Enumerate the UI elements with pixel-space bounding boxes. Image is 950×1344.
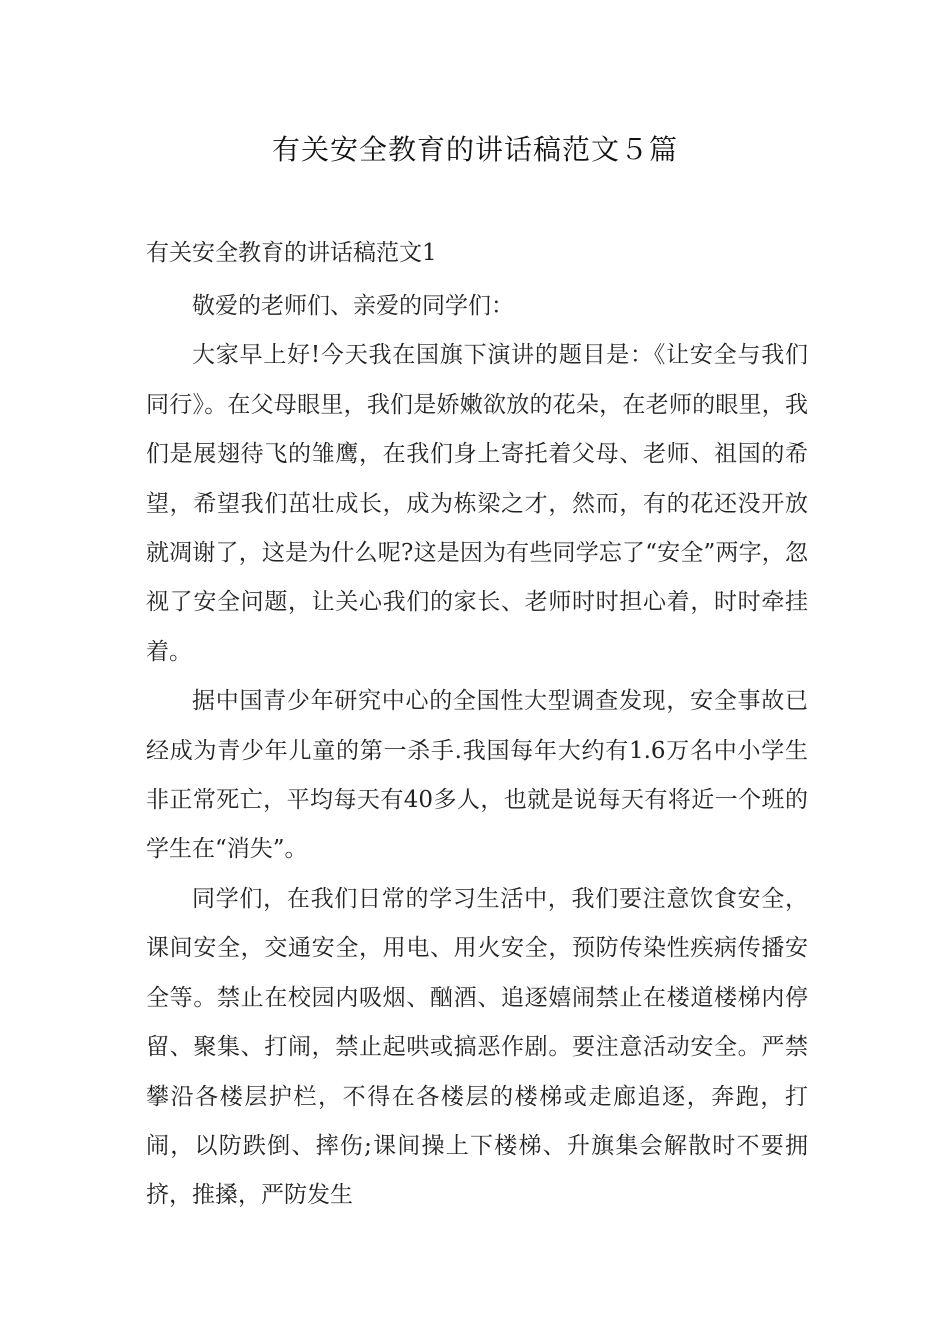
body-paragraph: 大家早上好!今天我在国旗下演讲的题目是：《让安全与我们同行》。在父母眼里，我们是娇嫩欲放的花朵，在老师的眼里，我们是展翅待飞的雏鹰，在我们身上寄托着父母、老师、祖国的希望，希望我们茁壮成长，成为栋梁之才，然而，有的花还没开放就凋谢了，这是为什么呢?这是因为有些同学忘了“安全”两字，忽视了安全问题，让关心我们的家长、老师时时担心着，时时牵挂着。 bbox=[146, 342, 808, 665]
salutation-paragraph: 敬爱的老师们、亲爱的同学们： bbox=[192, 293, 514, 319]
document-body bbox=[146, 231, 808, 1221]
body-paragraph: 同学们，在我们日常的学习生活中，我们要注意饮食安全，课间安全，交通安全，用电、用火安全，预防传染性疾病传播安全等。禁止在校园内吸烟、酗酒、追逐嬉闹禁止在楼道楼梯内停留、聚集、打闹，禁止起哄或搞恶作剧。要注意活动安全。严禁攀沿各楼层护栏，不得在各楼层的楼梯或走廊追逐，奔跑，打闹，以防跌倒、摔伤;课间操上下楼梯、升旗集会解散时不要拥挤，推搡，严防发生 bbox=[146, 885, 808, 1209]
body-paragraph: 据中国青少年研究中心的全国性大型调查发现，安全事故已经成为青少年儿童的第一杀手.我国每年大约有1.6万名中小学生非正常死亡，平均每天有40多人，也就是说每天有将近一个班的学生在“消失”。 bbox=[146, 688, 808, 863]
page-title: 有关安全教育的讲话稿范文５篇 bbox=[271, 133, 678, 166]
section-heading: 有关安全教育的讲话稿范文1 bbox=[146, 240, 437, 266]
